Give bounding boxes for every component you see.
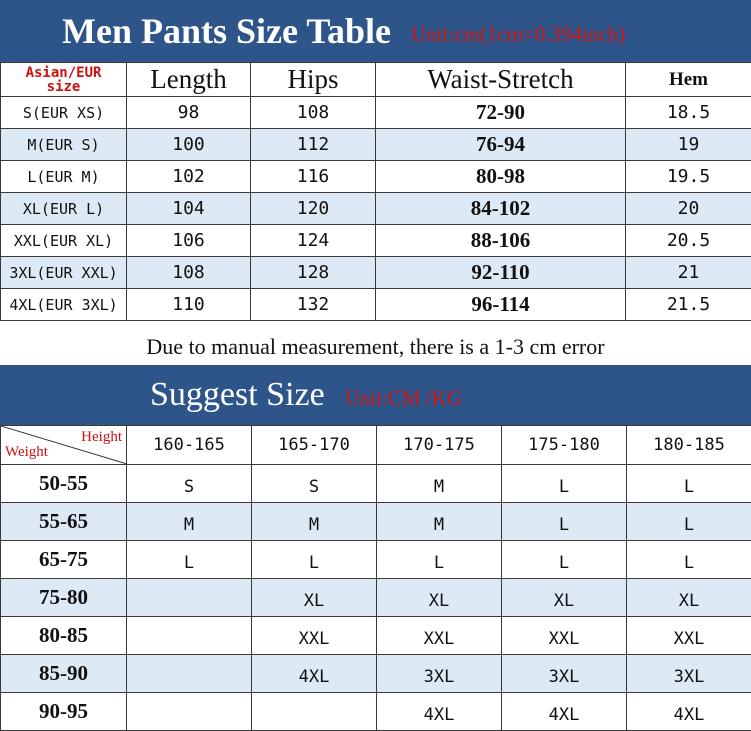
suggested-size-cell	[127, 617, 252, 655]
suggested-size-cell: 4XL	[252, 655, 377, 693]
suggest-unit: Unit:CM /KG	[345, 386, 462, 411]
measurement-note: Due to manual measurement, there is a 1-3 cm error	[0, 329, 751, 365]
header-length: Length	[127, 63, 251, 97]
header-waist: Waist-Stretch	[376, 63, 626, 97]
suggested-size-cell: M	[377, 503, 502, 541]
size-table-unit: Unit:cm(1cm=0.394inch)	[411, 22, 625, 47]
cell-hips: 132	[251, 289, 376, 321]
suggested-size-cell: L	[502, 541, 627, 579]
size-table-row	[1, 97, 751, 129]
cell-hem: 20	[626, 193, 751, 225]
suggested-size-cell: L	[627, 503, 751, 541]
cell-hem: 19.5	[626, 161, 751, 193]
cell-hips: 124	[251, 225, 376, 257]
weight-range-cell: 50-55	[1, 465, 127, 503]
cell-hem: 20.5	[626, 225, 751, 257]
suggested-size-cell: XXL	[252, 617, 377, 655]
cell-length: 100	[127, 129, 251, 161]
suggest-table-row	[1, 693, 751, 731]
cell-length: 108	[127, 257, 251, 289]
cell-hem: 21.5	[626, 289, 751, 321]
cell-waist: 92-110	[376, 257, 626, 289]
suggested-size-cell: S	[252, 465, 377, 503]
suggested-size-cell	[127, 579, 252, 617]
weight-range-cell: 75-80	[1, 579, 127, 617]
cell-size-label: L(EUR M)	[1, 161, 127, 193]
suggested-size-cell: L	[252, 541, 377, 579]
suggested-size-cell	[252, 693, 377, 731]
height-range-header: 180-185	[627, 426, 751, 465]
cell-length: 110	[127, 289, 251, 321]
size-table-header	[1, 63, 751, 97]
corner-cell	[1, 426, 127, 465]
size-table-row	[1, 257, 751, 289]
cell-size-label: XXL(EUR XL)	[1, 225, 127, 257]
suggested-size-cell: 4XL	[627, 693, 751, 731]
height-range-header: 170-175	[377, 426, 502, 465]
suggested-size-cell: XL	[252, 579, 377, 617]
size-table-row	[1, 129, 751, 161]
header-hips: Hips	[251, 63, 376, 97]
cell-size-label: S(EUR XS)	[1, 97, 127, 129]
weight-range-cell: 55-65	[1, 503, 127, 541]
suggested-size-cell: L	[627, 541, 751, 579]
suggest-table-row	[1, 503, 751, 541]
suggested-size-cell: L	[502, 503, 627, 541]
cell-size-label: M(EUR S)	[1, 129, 127, 161]
suggested-size-cell: 3XL	[502, 655, 627, 693]
weight-range-cell: 65-75	[1, 541, 127, 579]
suggested-size-cell: L	[377, 541, 502, 579]
cell-hips: 108	[251, 97, 376, 129]
cell-size-label: XL(EUR L)	[1, 193, 127, 225]
suggest-table-row	[1, 541, 751, 579]
cell-size-label: 3XL(EUR XXL)	[1, 257, 127, 289]
suggested-size-cell: XL	[377, 579, 502, 617]
suggested-size-cell: L	[127, 541, 252, 579]
weight-range-cell: 90-95	[1, 693, 127, 731]
weight-range-cell: 85-90	[1, 655, 127, 693]
weight-range-cell: 80-85	[1, 617, 127, 655]
suggested-size-cell: 3XL	[627, 655, 751, 693]
suggest-title: Suggest Size	[150, 376, 325, 414]
suggest-table-row	[1, 465, 751, 503]
cell-waist: 76-94	[376, 129, 626, 161]
suggested-size-cell: M	[127, 503, 252, 541]
cell-waist: 80-98	[376, 161, 626, 193]
cell-hips: 116	[251, 161, 376, 193]
suggested-size-cell: XXL	[377, 617, 502, 655]
cell-waist: 72-90	[376, 97, 626, 129]
header-hem: Hem	[626, 63, 751, 97]
height-range-header: 160-165	[127, 426, 252, 465]
cell-waist: 88-106	[376, 225, 626, 257]
suggested-size-cell: XXL	[627, 617, 751, 655]
suggested-size-cell: XL	[627, 579, 751, 617]
suggested-size-cell: 4XL	[502, 693, 627, 731]
suggest-table-row	[1, 655, 751, 693]
size-table-banner	[0, 0, 751, 62]
suggested-size-cell: M	[377, 465, 502, 503]
header-asian-size: Asian/EUR size	[1, 63, 127, 97]
cell-size-label: 4XL(EUR 3XL)	[1, 289, 127, 321]
size-table-row	[1, 225, 751, 257]
corner-height-label: Height	[81, 429, 122, 446]
corner-weight-label: Weight	[5, 444, 48, 461]
suggested-size-cell	[127, 693, 252, 731]
suggested-size-cell: 3XL	[377, 655, 502, 693]
size-table-row	[1, 161, 751, 193]
suggest-table	[0, 425, 751, 731]
cell-length: 98	[127, 97, 251, 129]
size-table-title: Men Pants Size Table	[62, 10, 391, 52]
cell-waist: 84-102	[376, 193, 626, 225]
height-range-header: 175-180	[502, 426, 627, 465]
suggest-table-row	[1, 579, 751, 617]
suggested-size-cell: M	[252, 503, 377, 541]
size-table-row	[1, 193, 751, 225]
cell-waist: 96-114	[376, 289, 626, 321]
size-table	[0, 62, 751, 321]
cell-hem: 19	[626, 129, 751, 161]
suggest-banner	[0, 365, 751, 425]
size-table-row	[1, 289, 751, 321]
cell-hem: 18.5	[626, 97, 751, 129]
cell-hips: 120	[251, 193, 376, 225]
cell-length: 106	[127, 225, 251, 257]
suggested-size-cell	[127, 655, 252, 693]
cell-hips: 112	[251, 129, 376, 161]
suggested-size-cell: S	[127, 465, 252, 503]
suggested-size-cell: L	[502, 465, 627, 503]
suggested-size-cell: XXL	[502, 617, 627, 655]
suggested-size-cell: L	[627, 465, 751, 503]
cell-hem: 21	[626, 257, 751, 289]
suggest-table-header	[1, 426, 751, 465]
suggested-size-cell: 4XL	[377, 693, 502, 731]
cell-length: 102	[127, 161, 251, 193]
cell-length: 104	[127, 193, 251, 225]
height-range-header: 165-170	[252, 426, 377, 465]
suggested-size-cell: XL	[502, 579, 627, 617]
cell-hips: 128	[251, 257, 376, 289]
suggest-table-row	[1, 617, 751, 655]
